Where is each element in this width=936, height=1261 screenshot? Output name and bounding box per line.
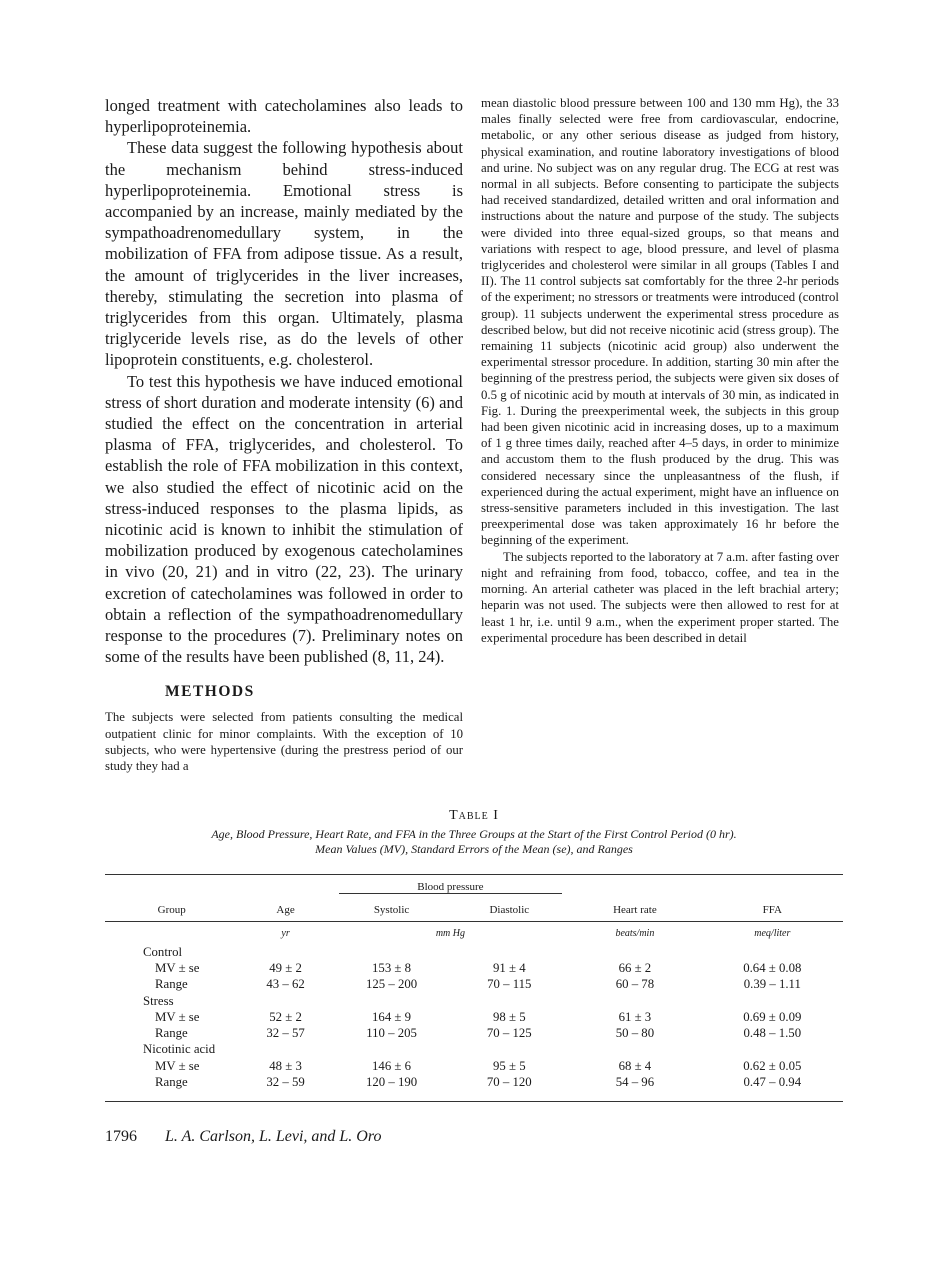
cell: 66 ± 2	[618, 960, 652, 975]
cell: 120 – 190	[365, 1075, 418, 1090]
cell: 50 – 80	[615, 1026, 655, 1041]
paragraph: The subjects reported to the laboratory at 7 a.m. after fasting over night and refraining from food, tobacco, coffee, and tea in the morning. An arterial catheter was placed in the left brachial artery; heparin was not used. The subjects were then allowed to rest for at least 1 hr, i.e. until 9 a.m., when the experiment proper started. The experimental procedure has been described in detail	[481, 549, 839, 645]
page-footer	[105, 1128, 381, 1146]
cell: 0.39 – 1.11	[743, 977, 801, 992]
group-label: Control	[143, 944, 183, 959]
row-label: Range	[155, 1026, 188, 1041]
table-row	[105, 1074, 843, 1101]
cell: 48 ± 3	[269, 1058, 302, 1073]
unit-bp: mm Hg	[333, 922, 569, 945]
cell: 32 – 57	[266, 1026, 305, 1041]
page-number: 1796	[105, 1128, 137, 1145]
cell: 95 ± 5	[492, 1058, 526, 1073]
table-row	[105, 1058, 843, 1074]
cell: 70 – 120	[486, 1075, 532, 1090]
column-header-blood-pressure: Blood pressure	[339, 881, 563, 894]
table-number: Table I	[449, 808, 499, 823]
cell: 54 – 96	[615, 1075, 655, 1090]
row-label: Range	[155, 1075, 188, 1090]
cell: 32 – 59	[266, 1075, 305, 1090]
cell: 68 ± 4	[618, 1058, 652, 1073]
row-label: Range	[155, 977, 188, 992]
paragraph: To test this hypothesis we have induced emotional stress of short duration and moderate intensity (6) and studied the effect on the concentration in arterial plasma of FFA, triglycerides, and cholesterol. To establish the role of FFA mobilization in this context, we also studied the effect of nicotinic acid on the stress-induced responses to the plasma lipids, as nicotinic acid is known to inhibit the stimulation of mobilization produced by exogenous catecholamines in vivo (20, 21) and in vitro (22, 23). The urinary excretion of catecholamines was followed in order to obtain a reflection of the sympathoadrenomedullary response to the procedures (7). Preliminary notes on some of the results have been published (8, 11, 24).	[105, 371, 463, 667]
table-title-line-1: Age, Blood Pressure, Heart Rate, and FFA in the Three Groups at the Start of the First Control Period (0 hr).	[211, 827, 737, 841]
cell: 164 ± 9	[372, 1009, 412, 1024]
cell: 125 – 200	[365, 977, 418, 992]
cell: 52 ± 2	[269, 1009, 302, 1024]
cell: 49 ± 2	[269, 960, 302, 975]
paragraph: These data suggest the following hypothesis about the mechanism behind stress-induced hyperlipoproteinemia. Emotional stress is accompanied by an increase, mainly mediated by the sympathoadrenomedullary system, in the mobilization of FFA from adipose tissue. As a result, the amount of triglycerides in the liver increases, thereby, stimulating the secretion into plasma of triglycerides from this organ. Ultimately, plasma triglyceride levels rise, as do the levels of other lipoprotein constituents, e.g. cholesterol.	[105, 138, 463, 370]
cell: 110 – 205	[366, 1026, 417, 1041]
cell: 91 ± 4	[492, 960, 526, 975]
table-caption	[105, 808, 843, 857]
unit-ffa: meq/liter	[702, 922, 843, 945]
left-column	[105, 95, 463, 774]
cell: 43 – 62	[266, 977, 305, 992]
column-header-age: Age	[276, 904, 295, 916]
cell: 0.62 ± 0.05	[743, 1058, 802, 1073]
table-title-line-2: Mean Values (MV), Standard Errors of the Mean (se), and Ranges	[315, 842, 633, 856]
column-header-ffa: FFA	[762, 904, 782, 916]
group-label: Nicotinic acid	[143, 1042, 216, 1057]
unit-age: yr	[238, 922, 332, 945]
data-table	[105, 874, 843, 1102]
paragraph: The subjects were selected from patients consulting the medical outpatient clinic for minor complaints. With the exception of 10 subjects, who were hypertensive (during the prestress period of our study they had a	[105, 710, 463, 774]
cell: 0.69 ± 0.09	[743, 1009, 802, 1024]
cell: 146 ± 6	[372, 1058, 412, 1073]
unit-heart-rate: beats/min	[568, 922, 701, 945]
column-header-heart-rate: Heart rate	[613, 904, 657, 916]
paragraph: longed treatment with catecholamines also leads to hyperlipoproteinemia.	[105, 96, 463, 137]
cell: 98 ± 5	[492, 1009, 526, 1024]
cell: 153 ± 8	[372, 960, 412, 975]
cell: 61 ± 3	[618, 1009, 652, 1024]
cell: 0.48 – 1.50	[743, 1026, 802, 1041]
paragraph: mean diastolic blood pressure between 100 and 130 mm Hg), the 33 males finally selected were free from cardiovascular, endocrine, metabolic, or any other serious disease as judged from history, physical examination, and routine laboratory investigations of blood and urine. No subject was on any regular drug. The ECG at rest was normal in all subjects. Before consenting to participate the subjects had received standardized, detailed written and oral information and instructions about the nature and purpose of the study. The subjects were divided into three equal-sized groups, so that means and variations with respect to age, blood pressure, and level of plasma triglycerides and cholesterol were similar in all groups (Tables I and II). The 11 control subjects sat comfortably for the three 2-hr periods of the experiment; no stressors or treatments were introduced (control group). 11 subjects underwent the experimental stress procedure as described below, but did not receive nicotinic acid (stress group). The remaining 11 subjects (nicotinic acid group) also underwent the experimental stressor procedure. In addition, starting 30 min after the beginning of the prestress period, the subjects were given six doses of 0.5 g of nicotinic acid by mouth at intervals of 30 min, as indicated in Fig. 1. During the preexperimental week, the subjects in this group had been given nicotinic acid in increasing doses, up to a maximum of 1 g three times daily, reached after 4–5 days, in order to minimize and accustom them to the flush produced by the drug. This was considered necessary since the unpleasantness of the flush, if experienced during the actual experiment, might have an influence on stress-sensitive parameters included in this investigation. The last preexperimental dose was taken approximately 16 hr before the beginning of the experiment.	[481, 96, 839, 548]
author-line: L. A. Carlson, L. Levi, and L. Oro	[165, 1128, 382, 1145]
column-header-group: Group	[157, 904, 186, 916]
row-label: MV ± se	[155, 1009, 200, 1024]
table-row	[105, 977, 843, 993]
cell: 0.64 ± 0.08	[743, 960, 802, 975]
table-section	[105, 808, 843, 1102]
cell: 70 – 125	[486, 1026, 532, 1041]
column-header-systolic: Systolic	[373, 904, 410, 916]
cell: 70 – 115	[487, 977, 532, 992]
cell: 60 – 78	[615, 977, 655, 992]
column-header-diastolic: Diastolic	[489, 904, 530, 916]
right-column	[481, 95, 839, 646]
table-row	[105, 960, 843, 976]
row-label: MV ± se	[155, 960, 200, 975]
cell: 0.47 – 0.94	[743, 1075, 802, 1090]
group-label: Stress	[143, 993, 174, 1008]
table-row	[105, 1025, 843, 1041]
table-row	[105, 1009, 843, 1025]
section-heading-methods: METHODS	[165, 683, 255, 701]
row-label: MV ± se	[155, 1058, 200, 1073]
